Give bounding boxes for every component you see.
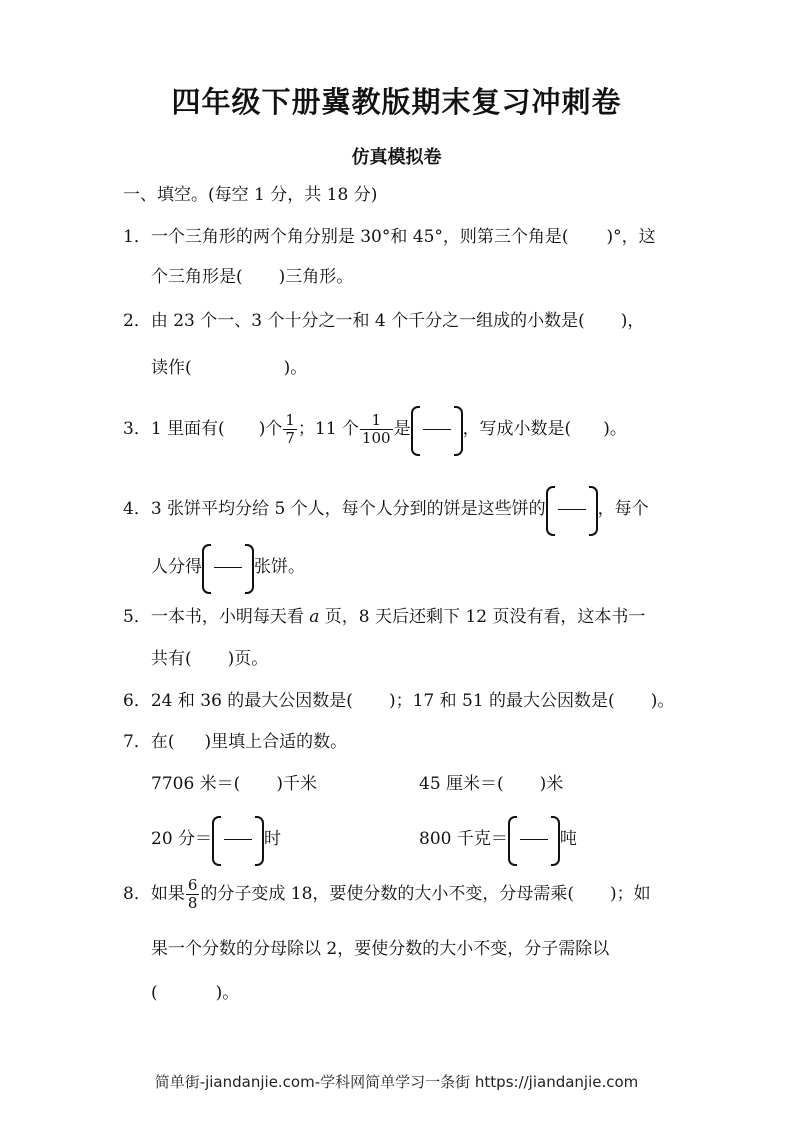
question-2-line-1: 2．由 23 个一、3 个十分之一和 4 个千分之一组成的小数是( )， xyxy=(123,311,645,331)
page-footer: 简单街-jiandanjie.com-学科网简单学习一条街 https://jiandanjie.com xyxy=(154,1073,639,1091)
question-1-line-2: 个三角形是( )三角形。 xyxy=(151,267,354,287)
question-number: 6． xyxy=(123,691,151,711)
question-number: 2． xyxy=(123,311,151,331)
conversion-cm-to-m: 45 厘米＝( )米 xyxy=(419,774,564,794)
question-5-line-1: 5．一本书，小明每天看 a 页，8 天后还剩下 12 页没有看，这本书一 xyxy=(123,607,646,627)
question-8-line-1: 8．如果 $\frac{6}{8}$ 的分子变成 18，要使分数的大小不变，分母需乘( )；如 xyxy=(123,876,651,912)
fraction-answer-box xyxy=(411,405,463,455)
question-number: 7． xyxy=(123,732,151,752)
fraction-answer-box xyxy=(546,485,598,535)
question-number: 3． xyxy=(123,419,151,439)
question-2-line-2: 读作( )。 xyxy=(151,358,308,378)
question-3: 3．1 里面有( )个 $\frac{1}{7}$ ；11 个 $\frac{1}{100}$ 是 ，写成小数是( )。 xyxy=(123,402,627,456)
fraction: $\frac{1}{7}$ xyxy=(285,411,295,447)
question-8-line-2: 果一个分数的分母除以 2，要使分数的大小不变，分子需除以 xyxy=(151,939,610,959)
question-1-line-1: 1．一个三角形的两个角分别是 30°和 45°，则第三个角是( )°，这 xyxy=(123,227,656,247)
question-4-line-1: 4．3 张饼平均分给 5 个人，每个人分到的饼是这些饼的 ，每个 xyxy=(123,482,649,536)
question-number: 5． xyxy=(123,607,151,627)
section-heading: 一、填空。(每空 1 分，共 18 分) xyxy=(123,185,378,205)
question-6: 6．24 和 36 的最大公因数是( )；17 和 51 的最大公因数是( )。 xyxy=(123,691,675,711)
question-7: 7．在( )里填上合适的数。 xyxy=(123,732,348,752)
question-number: 1． xyxy=(123,227,151,247)
fraction: $\frac{1}{100}$ xyxy=(361,411,391,447)
question-5-line-2: 共有( )页。 xyxy=(151,649,269,669)
conversion-kg-to-ton: 800 千克＝ 吨 xyxy=(419,812,577,866)
fraction-answer-box xyxy=(202,543,254,593)
question-number: 4． xyxy=(123,499,151,519)
question-number: 8． xyxy=(123,884,151,904)
conversion-min-to-hour: 20 分＝ 时 xyxy=(151,812,281,866)
page-subtitle: 仿真模拟卷 xyxy=(351,147,442,168)
fraction: $\frac{6}{8}$ xyxy=(187,876,198,912)
fraction-answer-box xyxy=(508,815,560,865)
question-4-line-2: 人分得 张饼。 xyxy=(151,540,305,594)
fraction-answer-box xyxy=(212,815,264,865)
conversion-meters-to-km: 7706 米＝( )千米 xyxy=(151,774,317,794)
question-8-line-3: ( )。 xyxy=(151,983,240,1003)
page-title: 四年级下册冀教版期末复习冲刺卷 xyxy=(171,85,622,119)
